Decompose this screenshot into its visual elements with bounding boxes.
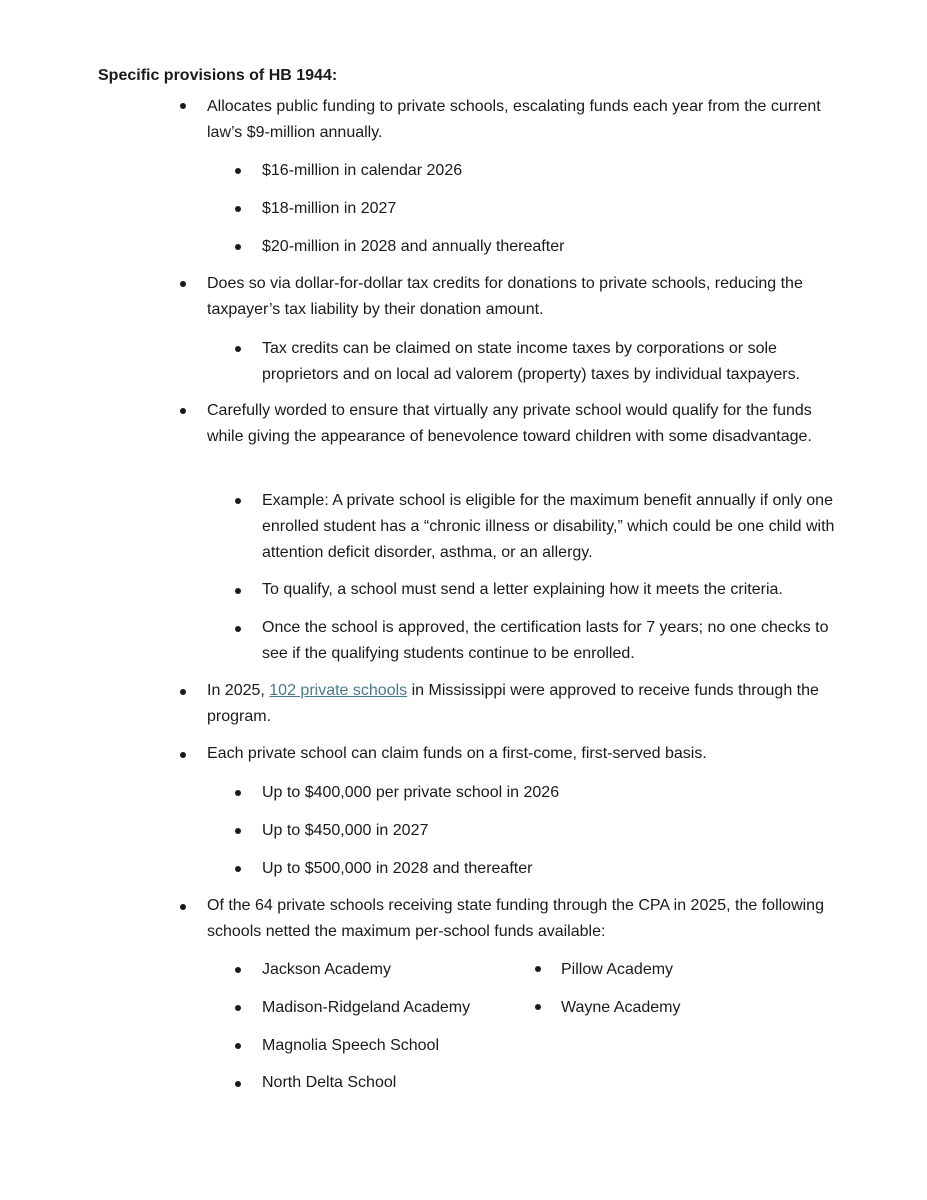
sub-item-tax-credit-claims: Tax credits can be claimed on state income taxes by corporations or sole proprietors and on local ad valorem (property) taxes by individual taxpayers.	[262, 340, 801, 383]
bullet-icon	[235, 626, 241, 632]
sub-item-2027: $18-million in 2027	[262, 200, 397, 217]
section-heading: Specific provisions of HB 1944:	[98, 67, 338, 84]
bullet-icon	[235, 1005, 241, 1011]
school-pillow-academy: Pillow Academy	[561, 961, 674, 978]
bullet-icon	[235, 1081, 241, 1087]
school-north-delta-school: North Delta School	[262, 1074, 397, 1091]
bullet-icon	[180, 752, 186, 758]
bullet-icon	[235, 588, 241, 594]
school-jackson-academy: Jackson Academy	[262, 961, 391, 978]
bullet-icon	[235, 828, 241, 834]
approved-text-before: In 2025,	[207, 682, 270, 699]
bullet-icon	[235, 790, 241, 796]
sub-item-cap-2026: Up to $400,000 per private school in 2026	[262, 784, 560, 801]
sub-item-2026: $16-million in calendar 2026	[262, 162, 463, 179]
sub-item-cap-2027: Up to $450,000 in 2027	[262, 822, 429, 839]
bullet-icon	[235, 967, 241, 973]
list-item-funding: Allocates public funding to private schools, escalating funds each year from the current law’s $9-million annually.	[207, 98, 821, 141]
approved-text-after: in Mississippi were approved to receive funds through the program.	[207, 682, 819, 725]
school-madison-ridgeland-academy: Madison-Ridgeland Academy	[262, 999, 471, 1016]
list-item-wording: Carefully worded to ensure that virtually any private school would qualify for the funds while giving the appearance of benevolence toward children with some disadvantage.	[207, 402, 812, 445]
school-magnolia-speech-school: Magnolia Speech School	[262, 1037, 440, 1054]
bullet-icon	[180, 408, 186, 414]
sub-item-qualify: To qualify, a school must send a letter explaining how it meets the criteria.	[262, 581, 783, 598]
school-wayne-academy: Wayne Academy	[561, 999, 681, 1016]
bullet-icon	[180, 689, 186, 695]
bullet-icon	[235, 498, 241, 504]
list-item-first-come: Each private school can claim funds on a first-come, first-served basis.	[207, 745, 707, 762]
list-item-64-schools: Of the 64 private schools receiving state funding through the CPA in 2025, the following schools netted the maximum per-school funds available:	[207, 897, 824, 940]
bullet-icon	[235, 866, 241, 872]
bullet-icon	[180, 103, 186, 109]
list-item-approved-2025	[207, 678, 837, 730]
bullet-icon	[180, 904, 186, 910]
sub-item-example: Example: A private school is eligible for the maximum benefit annually if only one enrolled student has a “chronic illness or disability,” which could be one child with attention deficit disorder, asthma, or an allergy.	[262, 492, 835, 561]
sub-item-certification: Once the school is approved, the certification lasts for 7 years; no one checks to see if the qualifying students continue to be enrolled.	[262, 619, 829, 662]
bullet-icon	[235, 244, 241, 250]
bullet-icon	[535, 966, 541, 972]
bullet-icon	[180, 281, 186, 287]
bullet-icon	[235, 206, 241, 212]
bullet-icon	[235, 168, 241, 174]
bullet-icon	[235, 1043, 241, 1049]
bullet-icon	[535, 1004, 541, 1010]
private-schools-link[interactable]: 102 private schools	[269, 682, 408, 699]
bullet-icon	[235, 346, 241, 352]
list-item-tax-credits: Does so via dollar-for-dollar tax credits for donations to private schools, reducing the taxpayer’s tax liability by their donation amount.	[207, 275, 803, 318]
sub-item-cap-2028: Up to $500,000 in 2028 and thereafter	[262, 860, 533, 877]
sub-item-2028: $20-million in 2028 and annually thereafter	[262, 238, 565, 255]
